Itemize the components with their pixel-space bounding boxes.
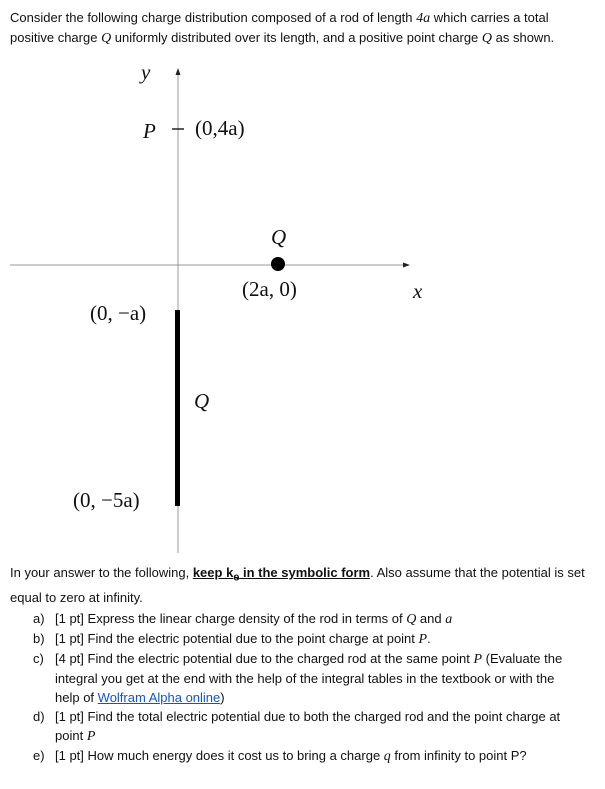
question-b: [33, 629, 578, 649]
intro-text: uniformly distributed over its length, and a positive point charge: [111, 30, 482, 45]
math-rod-charge: Q: [101, 31, 112, 46]
instructions-paragraph: [10, 563, 595, 607]
question-marker: d): [33, 709, 45, 724]
question-text: [1 pt] Express the linear charge density of the rod in terms of: [55, 611, 407, 626]
question-text: [1 pt] How much energy does it cost us to bring a charge: [55, 748, 384, 763]
question-marker: c): [33, 651, 44, 666]
question-text: ): [220, 690, 225, 705]
question-text: .: [427, 631, 431, 646]
instructions-text: . Also assume that the potential is set equal to zero at infinity.: [10, 565, 585, 605]
question-text: (Evaluate the integral you get at the end with the help of the integral tables in the textbook or with the help of: [55, 651, 563, 705]
math-rod-length: 4a: [416, 11, 431, 26]
intro-text: as shown.: [492, 30, 555, 45]
question-text: and: [416, 611, 446, 626]
intro-paragraph: [10, 8, 595, 48]
question-marker: a): [33, 611, 45, 626]
question-a: [33, 609, 578, 629]
y-axis-label: y: [141, 60, 151, 84]
intro-text: Consider the following charge distribution composed of a rod of length: [10, 10, 417, 25]
point-charge-dot: [271, 257, 285, 271]
x-axis-arrow-icon: [403, 263, 410, 268]
rod-charge-label: Q: [194, 389, 210, 413]
y-axis-arrow-icon: [176, 68, 181, 75]
instructions-text: In your answer to the following,: [10, 565, 193, 580]
emphasis-text: keep k: [192, 565, 234, 580]
wolfram-alpha-link[interactable]: Wolfram Alpha online: [97, 690, 221, 705]
question-math: P: [418, 632, 428, 647]
point-charge-coordinate: (2a, 0): [242, 277, 297, 301]
question-list: [33, 609, 578, 766]
question-e: [33, 746, 578, 766]
question-text: [1 pt] Find the total electric potential due to both the charged rod and the point charge at point: [55, 709, 561, 743]
x-axis-label: x: [413, 279, 423, 303]
question-text: [1 pt] Find the electric potential due to the point charge at point: [55, 631, 419, 646]
math-point-charge: Q: [481, 31, 493, 46]
question-text: [4 pt] Find the electric potential due to the charged rod at the same point: [55, 651, 474, 666]
point-p-coordinate: (0,4a): [195, 116, 245, 140]
question-math: P: [86, 729, 96, 744]
instructions-emphasis: [192, 565, 371, 584]
question-math: Q: [406, 612, 417, 627]
question-marker: b): [33, 631, 45, 646]
question-marker: e): [33, 748, 45, 763]
question-math: P: [473, 652, 482, 667]
intro-text: which carries a total positive charge: [10, 10, 549, 45]
charge-diagram: [0, 58, 605, 558]
question-math: a: [445, 612, 453, 627]
charged-rod: [175, 310, 180, 506]
emphasis-text: in the symbolic form: [239, 565, 371, 580]
question-text: from infinity to point P?: [390, 748, 527, 763]
point-charge-label: Q: [271, 225, 287, 249]
rod-top-coordinate: (0, −a): [90, 301, 147, 325]
rod-bottom-coordinate: (0, −5a): [73, 488, 140, 512]
point-p-label: P: [143, 119, 156, 143]
question-c: [33, 649, 578, 707]
question-math: q: [383, 749, 391, 764]
emphasis-subscript: e: [233, 571, 240, 584]
question-d: [33, 707, 578, 746]
